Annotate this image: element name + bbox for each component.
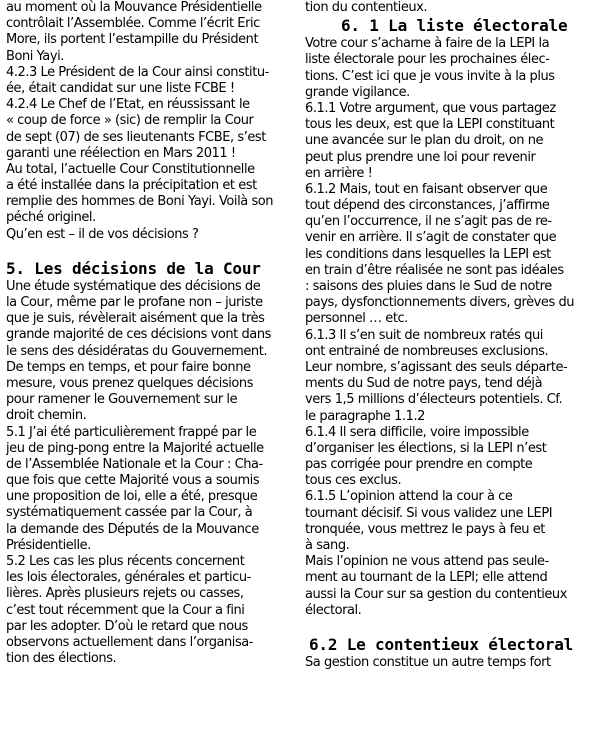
text-line: ments du Sud de notre pays, tend déjà: [305, 376, 543, 392]
text-line: jeu de ping-pong entre la Majorité actuelle: [6, 440, 264, 456]
text-line: les lois électorales, générales et particu-: [6, 570, 251, 586]
text-line: 6.1.3 Il s’en suit de nombreux ratés qui: [305, 327, 543, 343]
text-line: peut plus prendre une loi pour revenir: [305, 149, 536, 165]
text-line: grande majorité de ces décisions vont dans: [6, 327, 271, 343]
text-line: 4.2.4 Le Chef de l’Etat, en réussissant le: [6, 97, 250, 113]
text-line: Boni Yayi.: [6, 48, 64, 64]
text-line: le sens des désidératas du Gouvernement.: [6, 343, 268, 359]
text-line: 6.1.1 Votre argument, que vous partagez: [305, 100, 556, 116]
text-line: contrôlait l’Assemblée. Comme l’écrit Eric: [6, 16, 260, 32]
text-line: le paragraphe 1.1.2: [305, 408, 425, 424]
text-line: Au total, l’actuelle Cour Constitutionnelle: [6, 161, 255, 177]
text-line: par les adopter. D’où le retard que nous: [6, 618, 248, 634]
text-line: que je suis, révèlerait aisément que la très: [6, 311, 265, 327]
text-line: à sang.: [305, 538, 350, 553]
text-line: 6.1.2 Mais, tout en faisant observer que: [305, 181, 548, 197]
text-line: tronquée, vous mettrez le pays à feu et: [305, 521, 545, 537]
text-line: 5.1 J’ai été particulièrement frappé par le: [6, 424, 257, 440]
text-line: lières. Après plusieurs rejets ou casses,: [6, 586, 244, 602]
section-heading-6-2: 6.2 Le contentieux électoral: [309, 634, 574, 654]
spacer: [305, 619, 589, 635]
text-line: ont entrainé de nombreuses exclusions.: [305, 343, 549, 359]
text-line: tion des élections.: [6, 651, 117, 667]
right-text-block-1: [305, 36, 589, 619]
text-line: systématiquement cassée par la Cour, à: [6, 505, 253, 521]
text-line: que fois que cette Majorité vous a soumis: [6, 473, 260, 489]
text-line: mesure, vous prenez quelques décisions: [6, 375, 254, 391]
text-line: Mais l’opinion ne vous attend pas seule-: [305, 554, 549, 570]
left-text-block-2: [6, 279, 292, 668]
left-text-block-1: [6, 0, 292, 243]
text-line: 6.1.4 Il sera difficile, voire impossible: [305, 424, 529, 440]
right-column: [305, 0, 589, 671]
text-line: tions. C’est ici que je vous invite à la plus: [305, 68, 555, 84]
text-line: en arrière !: [305, 165, 373, 181]
text-line: 4.2.3 Le Président de la Cour ainsi constitu-: [6, 64, 269, 80]
text-line: Votre cour s’acharne à faire de la LEPI la: [305, 36, 550, 52]
text-line: d’organiser les élections, si la LEPI n’est: [305, 440, 547, 456]
text-line: droit chemin.: [6, 408, 87, 424]
text-line: 5.2 Les cas les plus récents concernent: [6, 554, 245, 569]
text-line: tion du contentieux.: [305, 0, 428, 15]
text-line: en train d’être réalisée ne sont pas idéales: [305, 262, 564, 278]
text-line: électoral.: [305, 602, 362, 618]
text-line: De temps en temps, et pour faire bonne: [6, 359, 251, 375]
text-line: pas corrigée pour prendre en compte: [305, 457, 533, 473]
text-line: de l’Assemblée Nationale et la Cour : Cha-: [6, 456, 263, 472]
text-line: qu’en l’occurrence, il ne s’agit pas de re-: [305, 214, 552, 230]
right-text-block-0: [305, 0, 589, 16]
text-line: la demande des Députés de la Mouvance: [6, 521, 259, 537]
text-line: une avancée sur le plan du droit, on ne: [305, 133, 544, 149]
text-line: péché originel.: [6, 210, 96, 226]
text-line: tournant décisif. Si vous validez une LEPI: [305, 505, 553, 521]
text-line: Qu’en est – il de vos décisions ?: [6, 226, 199, 242]
text-line: remplie des hommes de Boni Yayi. Voilà son: [6, 194, 274, 210]
text-line: Leur nombre, s’agissant des seuls départe-: [305, 359, 568, 375]
left-column: [6, 0, 292, 667]
text-line: pays, dysfonctionnements divers, grèves du: [305, 295, 575, 311]
text-line: grande vigilance.: [305, 84, 410, 100]
section-heading-6-1: 6. 1 La liste électorale: [341, 16, 568, 36]
text-line: liste électorale pour les prochaines élec-: [305, 52, 550, 68]
text-line: les conditions dans lesquelles la LEPI est: [305, 246, 551, 262]
text-line: tous les deux, est que la LEPI constituant: [305, 117, 555, 133]
right-text-block-2: [305, 655, 589, 671]
text-line: aussi la Cour sur sa gestion du contentieux: [305, 586, 567, 602]
text-line: c’est tout récemment que la Cour a fini: [6, 602, 245, 618]
text-line: au moment où la Mouvance Présidentielle: [6, 0, 262, 15]
text-line: ment au tournant de la LEPI; elle attend: [305, 570, 548, 586]
text-line: venir en arrière. Il s’agit de constater que: [305, 230, 557, 246]
text-line: tous ces exclus.: [305, 473, 402, 489]
text-line: a été installée dans la précipitation et est: [6, 178, 257, 194]
text-line: Sa gestion constitue un autre temps fort: [305, 654, 551, 670]
spacer: [6, 243, 292, 259]
text-line: ée, était candidat sur une liste FCBE !: [6, 80, 235, 96]
text-line: de sept (07) de ses lieutenants FCBE, s’est: [6, 129, 266, 145]
text-line: Une étude systématique des décisions de: [6, 278, 261, 294]
text-line: Présidentielle.: [6, 537, 91, 553]
text-line: 6.1.5 L’opinion attend la cour à ce: [305, 489, 513, 505]
text-line: pour ramener le Gouvernement sur le: [6, 392, 238, 408]
text-line: observons actuellement dans l’organisa-: [6, 634, 254, 650]
section-heading-5: 5. Les décisions de la Cour: [6, 258, 261, 278]
text-line: « coup de force » (sic) de remplir la Cour: [6, 113, 254, 129]
text-line: garanti une réélection en Mars 2011 !: [6, 145, 236, 161]
text-line: vers 1,5 millions d’électeurs potentiels. Cf.: [305, 392, 563, 408]
text-line: la Cour, même par le profane non – juriste: [6, 295, 263, 310]
text-line: tout dépend des circonstances, j’affirme: [305, 198, 550, 214]
text-line: More, ils portent l’estampille du Président: [6, 32, 259, 48]
text-line: : saisons des pluies dans le Sud de notre: [305, 279, 552, 294]
text-line: une proposition de loi, elle a été, presque: [6, 489, 258, 505]
text-line: personnel … etc.: [305, 311, 408, 327]
